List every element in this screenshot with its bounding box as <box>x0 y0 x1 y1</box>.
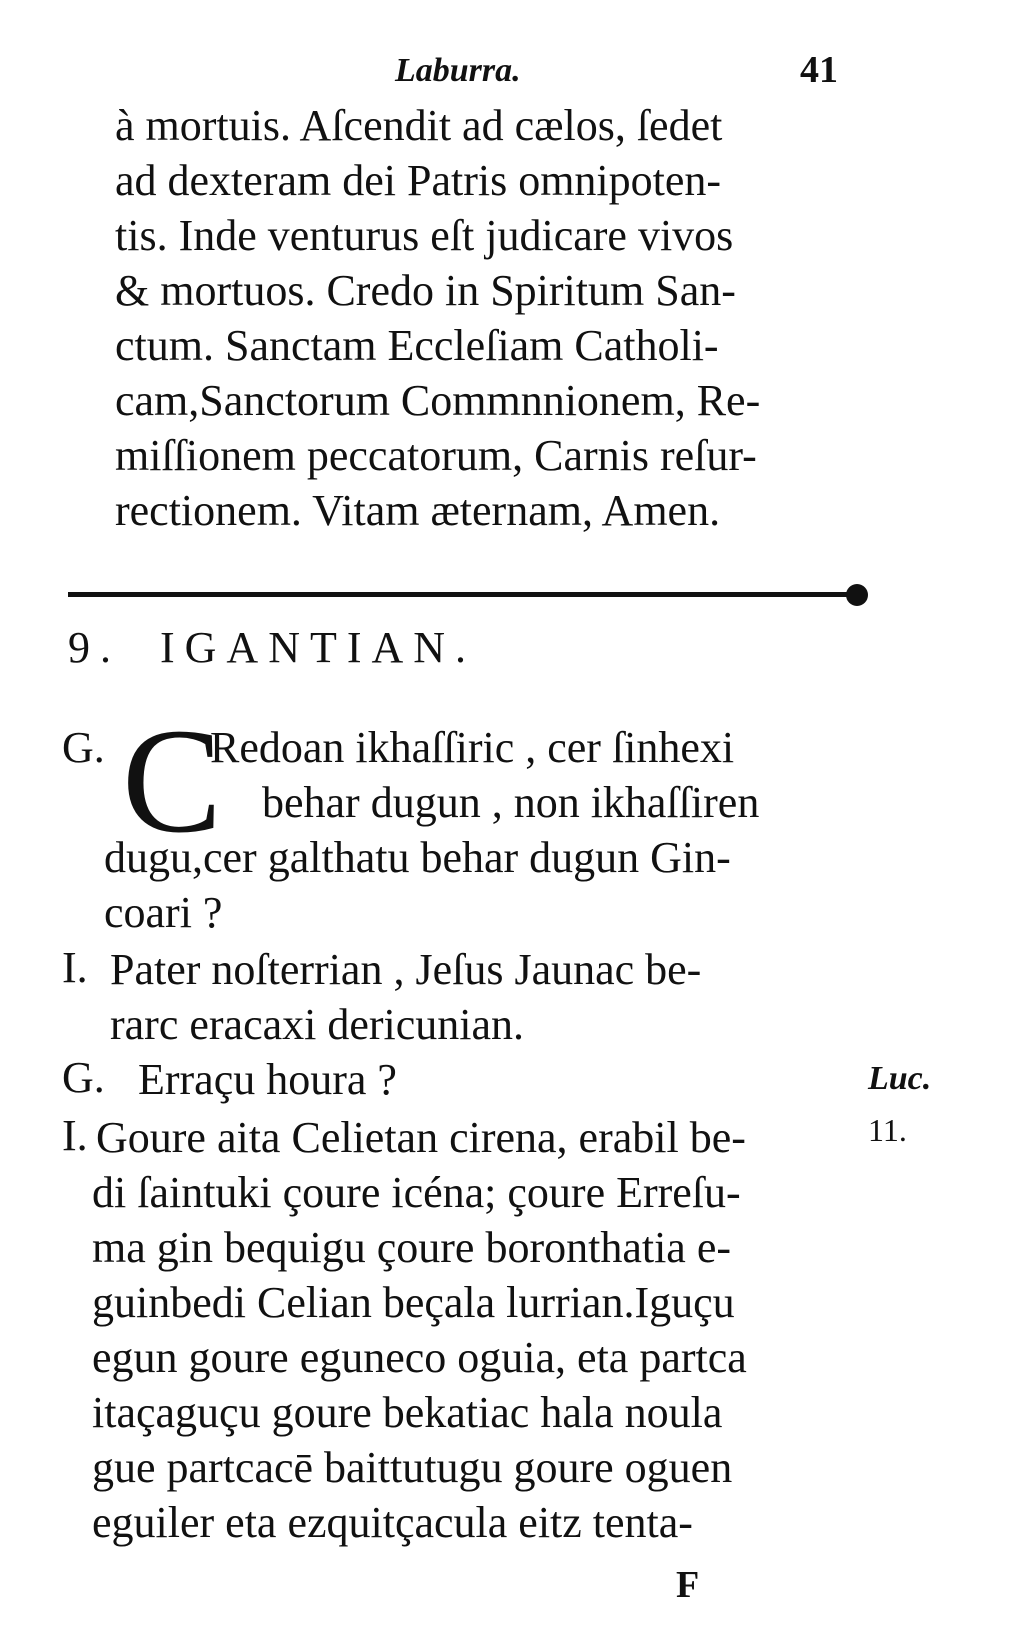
section-rule-end-dot <box>846 584 868 606</box>
section-heading <box>68 622 476 673</box>
text-line: & mortuos. Credo in Spiritum San- <box>115 266 736 315</box>
page-number: 41 <box>800 49 838 91</box>
text-line: behar dugun , non ikhaſſiren <box>262 778 760 827</box>
text-line: rarc eracaxi dericunian. <box>110 1000 525 1049</box>
speaker-label: G. <box>62 1053 105 1102</box>
text-line: gue partcacē baittutugu goure oguen <box>92 1443 733 1492</box>
running-title: Laburra. <box>395 52 521 89</box>
text-line: guinbedi Celian beçala lurrian.Iguçu <box>92 1278 735 1327</box>
text-line <box>115 483 860 538</box>
text-line: cam,Sanctorum Commnnionem, Re- <box>115 376 761 425</box>
text-line: Pater noſterrian , Jeſus Jaunac be- <box>110 945 702 994</box>
text-line: Erraçu houra ? <box>138 1055 397 1104</box>
text-line: à mortuis. Aſcendit ad cælos, ſedet <box>115 101 723 150</box>
text-line: coari ? <box>104 888 223 937</box>
text-line-part: rectionem. Vitam æternam, <box>115 486 593 535</box>
text-line: ma gin bequigu çoure boronthatia e- <box>92 1223 732 1272</box>
creed-text-block <box>115 98 860 538</box>
margin-reference-chapter: 11. <box>868 1112 907 1148</box>
text-line: eguiler eta ezquitçacula eitz tenta- <box>92 1498 693 1547</box>
speaker-label: G. <box>62 723 105 772</box>
section-rule <box>68 592 858 597</box>
text-line: ctum. Sanctam Eccleſiam Catholi- <box>115 321 719 370</box>
text-line: di ſaintuki çoure icéna; çoure Erreſu- <box>92 1168 741 1217</box>
text-line: egun goure eguneco oguia, eta partca <box>92 1333 747 1382</box>
text-line: miſſionem peccatorum, Carnis reſur- <box>115 431 757 480</box>
section-title: IGANTIAN. <box>160 623 477 672</box>
drop-cap: C <box>122 698 223 864</box>
speaker-label: I. <box>62 1111 88 1160</box>
section-number: 9. <box>68 623 121 672</box>
speaker-label: I. <box>62 943 88 992</box>
margin-reference-book: Luc. <box>868 1060 932 1097</box>
text-line: Goure aita Celietan cirena, erabil be- <box>96 1113 746 1162</box>
text-line: itaçaguçu goure bekatiac hala noula <box>92 1388 723 1437</box>
amen-word: Amen. <box>601 486 721 535</box>
text-line: tis. Inde venturus eſt judicare vivos <box>115 211 734 260</box>
text-line: dugu,cer galthatu behar dugun Gin- <box>104 833 731 882</box>
text-line: Redoan ikhaſſiric , cer ſinhexi <box>210 723 735 772</box>
catchword: F <box>676 1564 700 1606</box>
text-line: ad dexteram dei Patris omnipoten- <box>115 156 722 205</box>
